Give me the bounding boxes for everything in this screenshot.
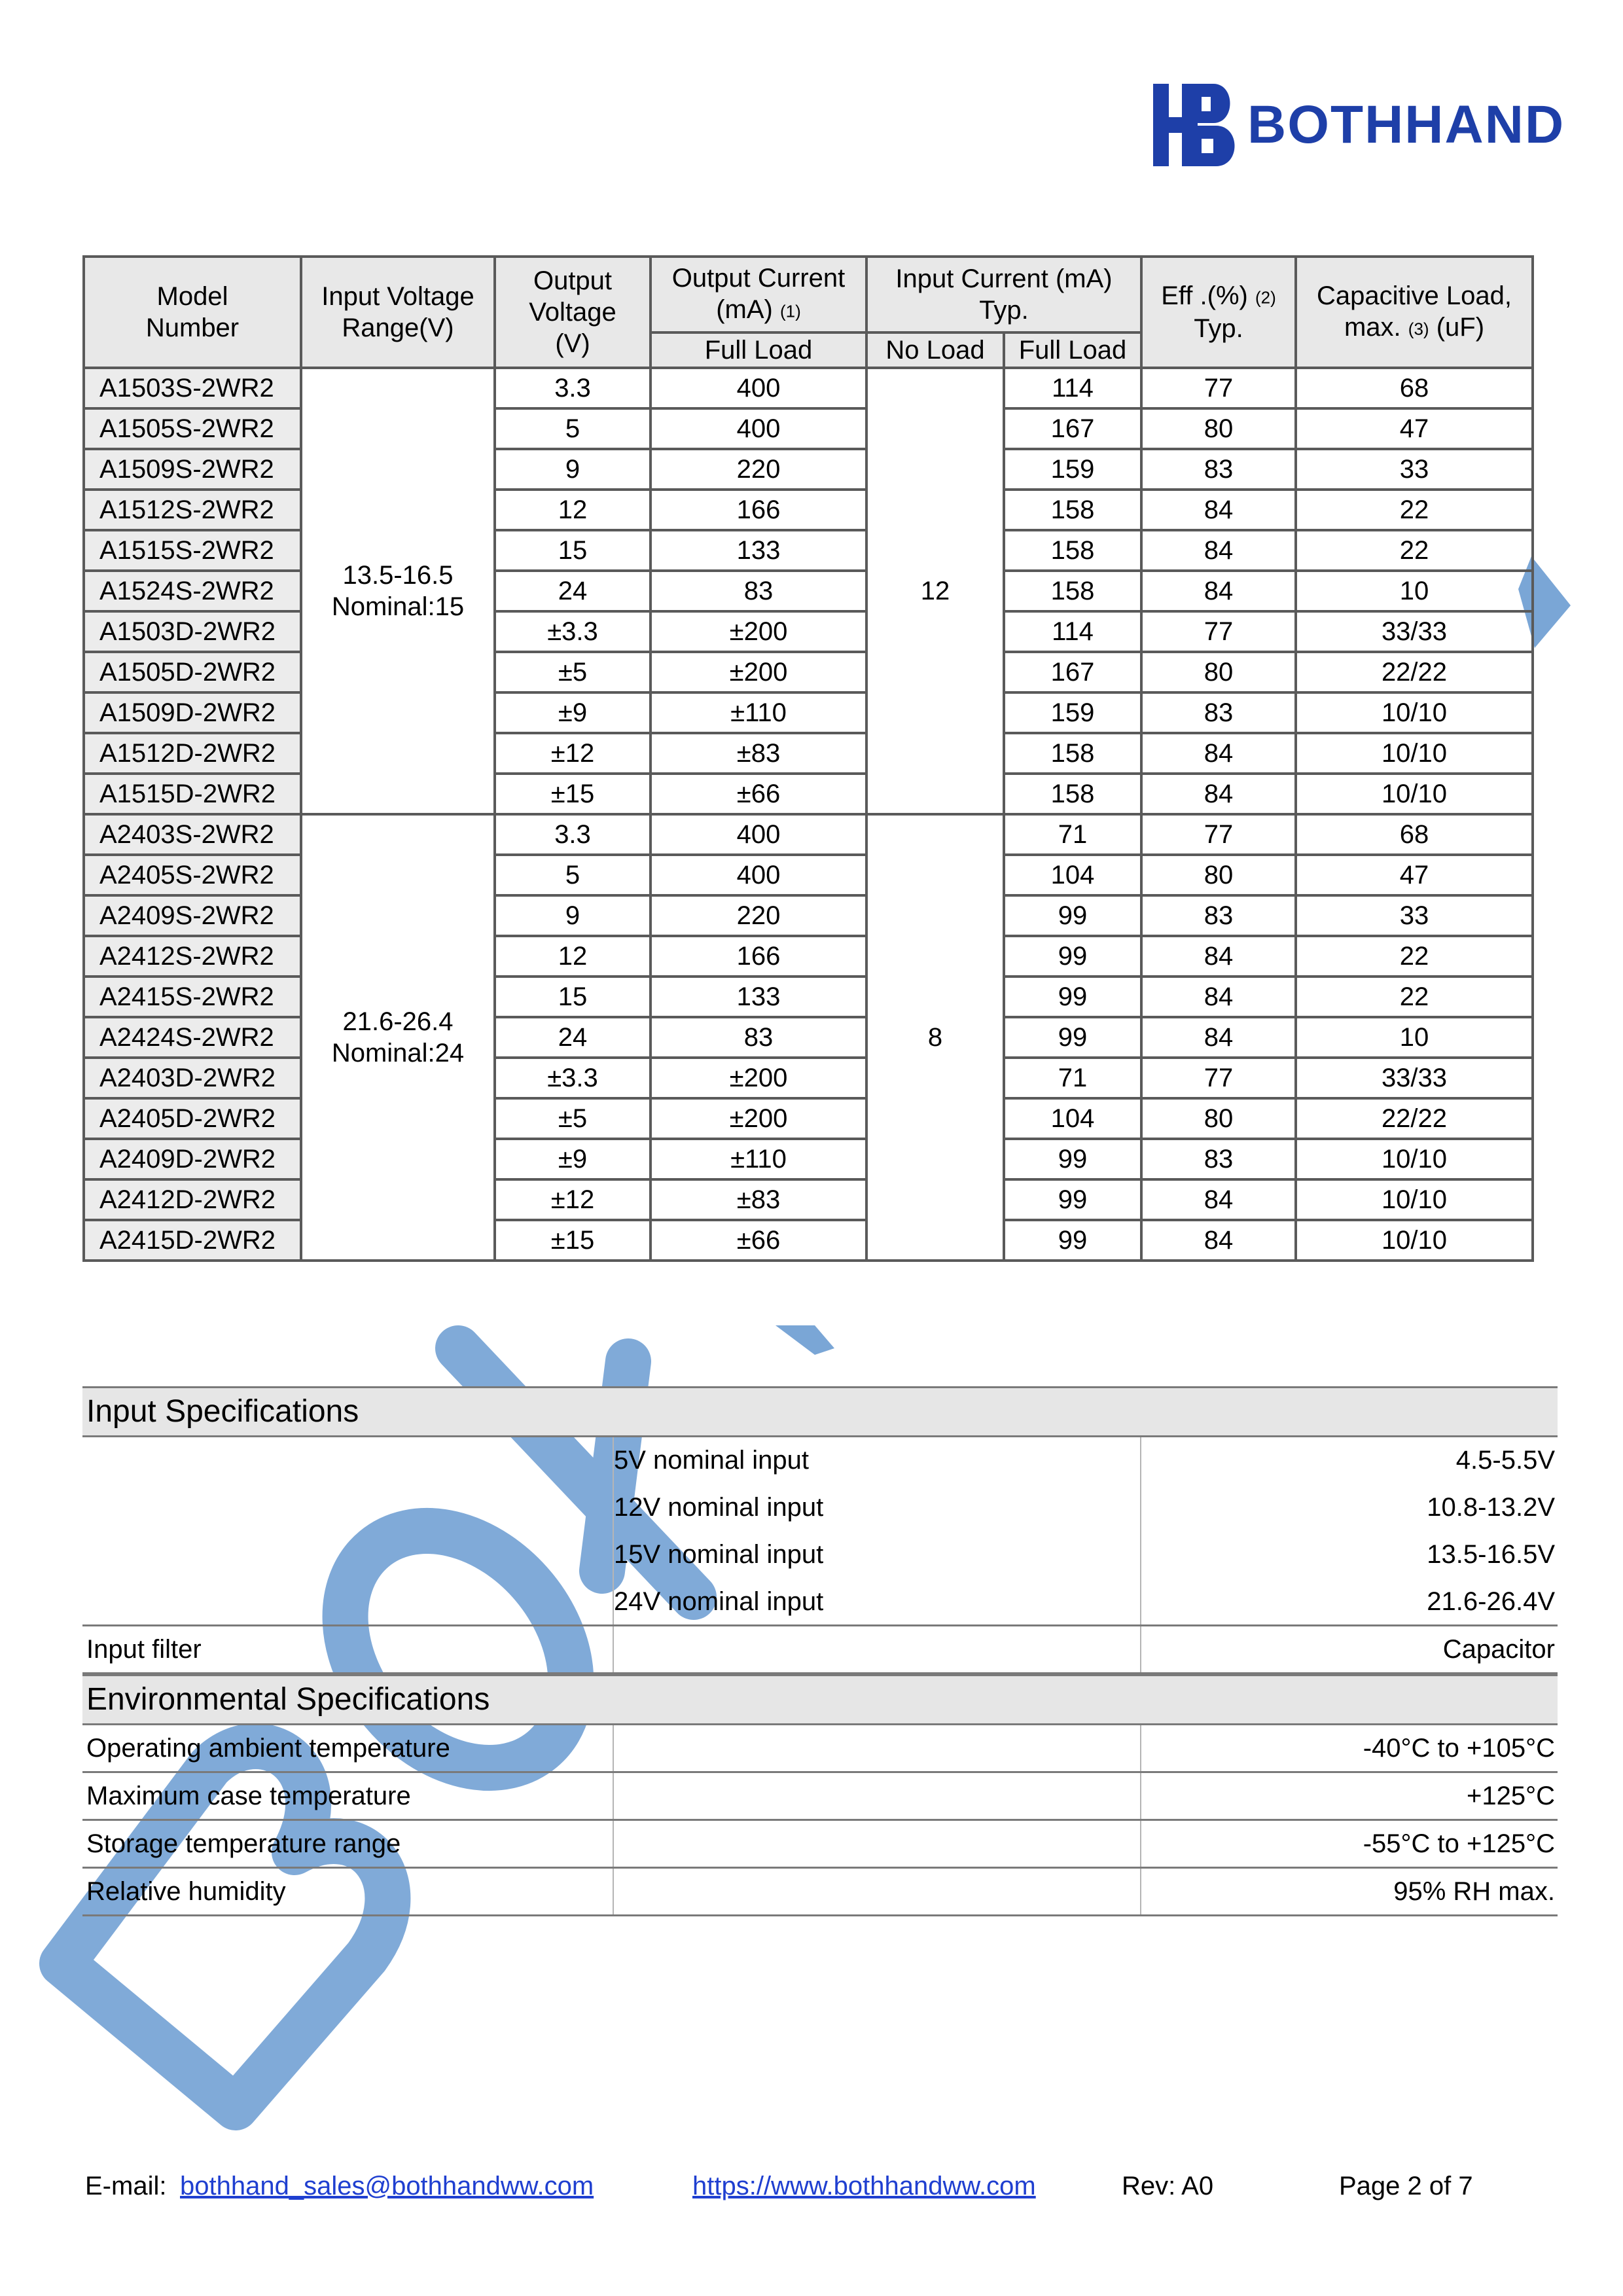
capacitive-load-cell: 22	[1296, 977, 1533, 1017]
input-current-full-load-cell: 159	[1004, 692, 1141, 733]
header-input-full-load: Full Load	[1004, 332, 1141, 368]
footer-email-link[interactable]: bothhand_sales@bothhandww.com	[180, 2172, 594, 2200]
capacitive-load-cell: 47	[1296, 855, 1533, 895]
output-voltage-cell: 24	[495, 1017, 651, 1058]
model-number-cell: A2405S-2WR2	[84, 855, 301, 895]
capacitive-load-cell: 33/33	[1296, 1058, 1533, 1098]
model-number-cell: A2415D-2WR2	[84, 1220, 301, 1261]
input-current-full-load-cell: 104	[1004, 855, 1141, 895]
input-voltage-nominal: Nominal:24	[331, 1039, 465, 1067]
bothhand-logo	[1149, 80, 1565, 170]
header-input-voltage: Input Voltage Range(V)	[301, 257, 495, 368]
output-voltage-cell: 24	[495, 571, 651, 611]
footer-email-label: E-mail:	[85, 2172, 167, 2200]
table-row	[84, 814, 1533, 855]
input-filter-value: Capacitor	[1442, 1635, 1555, 1664]
output-current-cell: 166	[651, 936, 866, 977]
output-current-cell: ±200	[651, 611, 866, 652]
efficiency-cell: 80	[1141, 408, 1296, 449]
input-voltage-label: 24V nominal input	[614, 1587, 824, 1616]
env-spec-label: Relative humidity	[86, 1877, 286, 1906]
model-number-cell: A2403S-2WR2	[84, 814, 301, 855]
input-voltage-nominal: Nominal:15	[331, 592, 465, 621]
input-voltage-value: 4.5-5.5V	[1455, 1446, 1555, 1475]
model-number-cell: A1512D-2WR2	[84, 733, 301, 774]
output-current-cell: ±200	[651, 652, 866, 692]
input-voltage-range: 21.6-26.4	[342, 1007, 454, 1036]
input-current-full-load-cell: 158	[1004, 571, 1141, 611]
model-number-cell: A1512S-2WR2	[84, 490, 301, 530]
env-spec-rows	[82, 1725, 1558, 1916]
capacitive-load-cell: 33	[1296, 895, 1533, 936]
efficiency-cell: 84	[1141, 1179, 1296, 1220]
input-current-full-load-cell: 114	[1004, 611, 1141, 652]
product-table-body	[84, 368, 1533, 1261]
efficiency-cell: 84	[1141, 1220, 1296, 1261]
output-current-cell: ±66	[651, 1220, 866, 1261]
efficiency-cell: 80	[1141, 652, 1296, 692]
capacitive-load-cell: 10/10	[1296, 692, 1533, 733]
efficiency-cell: 83	[1141, 449, 1296, 490]
input-current-full-load-cell: 99	[1004, 1139, 1141, 1179]
input-current-full-load-cell: 158	[1004, 530, 1141, 571]
capacitive-load-cell: 22/22	[1296, 1098, 1533, 1139]
efficiency-cell: 84	[1141, 530, 1296, 571]
header-model-number: Model Number	[84, 257, 301, 368]
capacitive-load-cell: 10/10	[1296, 774, 1533, 814]
output-voltage-cell: 3.3	[495, 814, 651, 855]
header-output-full-load: Full Load	[651, 332, 866, 368]
output-current-cell: 133	[651, 977, 866, 1017]
efficiency-cell: 84	[1141, 733, 1296, 774]
env-spec-row	[82, 1821, 1558, 1869]
efficiency-cell: 84	[1141, 774, 1296, 814]
capacitive-load-cell: 22	[1296, 936, 1533, 977]
model-number-cell: A1505S-2WR2	[84, 408, 301, 449]
header-input-current: Input Current (mA) Typ.	[866, 257, 1141, 332]
env-specs-title: Environmental Specifications	[82, 1674, 1558, 1725]
output-voltage-cell: ±5	[495, 1098, 651, 1139]
capacitive-load-cell: 47	[1296, 408, 1533, 449]
efficiency-cell: 77	[1141, 814, 1296, 855]
model-number-cell: A2409S-2WR2	[84, 895, 301, 936]
env-spec-row	[82, 1869, 1558, 1916]
model-number-cell: A2412D-2WR2	[84, 1179, 301, 1220]
output-voltage-cell: 12	[495, 936, 651, 977]
output-voltage-cell: ±3.3	[495, 1058, 651, 1098]
output-voltage-cell: ±9	[495, 1139, 651, 1179]
capacitive-load-cell: 22	[1296, 490, 1533, 530]
output-voltage-cell: ±5	[495, 652, 651, 692]
input-voltage-value: 13.5-16.5V	[1427, 1540, 1555, 1569]
capacitive-load-cell: 10	[1296, 1017, 1533, 1058]
output-voltage-cell: 15	[495, 530, 651, 571]
input-filter-row	[82, 1626, 1558, 1674]
input-voltage-range: 13.5-16.5	[342, 561, 454, 590]
product-table	[82, 255, 1534, 1262]
capacitive-load-cell: 33/33	[1296, 611, 1533, 652]
input-current-full-load-cell: 158	[1004, 490, 1141, 530]
output-current-cell: 400	[651, 368, 866, 408]
env-spec-label: Maximum case temperature	[86, 1782, 411, 1810]
model-number-cell: A1515S-2WR2	[84, 530, 301, 571]
efficiency-cell: 84	[1141, 490, 1296, 530]
input-current-full-load-cell: 99	[1004, 1220, 1141, 1261]
output-voltage-cell: 9	[495, 895, 651, 936]
env-spec-row	[82, 1725, 1558, 1773]
model-number-cell: A2403D-2WR2	[84, 1058, 301, 1098]
input-current-full-load-cell: 99	[1004, 1017, 1141, 1058]
footer-page-number: Page 2 of 7	[1339, 2172, 1473, 2200]
brand-name: BOTHHAND	[1247, 95, 1565, 154]
capacitive-load-cell: 33	[1296, 449, 1533, 490]
header-capacitive-load: Capacitive Load, max. (3) (uF)	[1296, 257, 1533, 368]
output-voltage-cell: 5	[495, 855, 651, 895]
footer-revision: Rev: A0	[1122, 2172, 1214, 2200]
model-number-cell: A1509S-2WR2	[84, 449, 301, 490]
bothhand-logo-icon	[1149, 80, 1240, 170]
model-number-cell: A1503S-2WR2	[84, 368, 301, 408]
input-current-no-load-cell: 8	[866, 814, 1004, 1261]
efficiency-cell: 80	[1141, 855, 1296, 895]
efficiency-cell: 77	[1141, 1058, 1296, 1098]
capacitive-load-cell: 68	[1296, 814, 1533, 855]
output-current-cell: 400	[651, 408, 866, 449]
model-number-cell: A1509D-2WR2	[84, 692, 301, 733]
efficiency-cell: 83	[1141, 1139, 1296, 1179]
output-voltage-cell: ±12	[495, 1179, 651, 1220]
output-voltage-cell: ±15	[495, 1220, 651, 1261]
input-filter-label: Input filter	[86, 1635, 202, 1664]
output-current-cell: ±66	[651, 774, 866, 814]
model-number-cell: A1503D-2WR2	[84, 611, 301, 652]
output-current-cell: 400	[651, 814, 866, 855]
capacitive-load-cell: 10/10	[1296, 1179, 1533, 1220]
env-spec-label: Operating ambient temperature	[86, 1734, 450, 1763]
env-spec-value: 95% RH max.	[1393, 1877, 1555, 1906]
output-current-cell: 166	[651, 490, 866, 530]
model-number-cell: A2412S-2WR2	[84, 936, 301, 977]
capacitive-load-cell: 10/10	[1296, 733, 1533, 774]
input-voltage-value: 10.8-13.2V	[1427, 1493, 1555, 1522]
input-voltage-range-cell	[301, 814, 495, 1261]
input-current-full-load-cell: 114	[1004, 368, 1141, 408]
output-current-cell: ±83	[651, 1179, 866, 1220]
output-current-cell: ±110	[651, 692, 866, 733]
capacitive-load-cell: 10/10	[1296, 1139, 1533, 1179]
input-voltage-row	[82, 1484, 1558, 1532]
model-number-cell: A1515D-2WR2	[84, 774, 301, 814]
capacitive-load-cell: 10/10	[1296, 1220, 1533, 1261]
output-current-cell: ±83	[651, 733, 866, 774]
env-spec-label: Storage temperature range	[86, 1829, 401, 1858]
input-voltage-label: 12V nominal input	[614, 1493, 824, 1522]
input-specs-title: Input Specifications	[82, 1386, 1558, 1437]
efficiency-cell: 83	[1141, 895, 1296, 936]
input-voltage-row	[82, 1532, 1558, 1579]
input-voltage-value: 21.6-26.4V	[1427, 1587, 1555, 1616]
input-current-full-load-cell: 99	[1004, 936, 1141, 977]
input-current-full-load-cell: 71	[1004, 1058, 1141, 1098]
header-input-no-load: No Load	[866, 332, 1004, 368]
env-spec-value: -40°C to +105°C	[1363, 1734, 1555, 1763]
env-spec-row	[82, 1773, 1558, 1821]
output-current-cell: 83	[651, 1017, 866, 1058]
output-current-cell: 400	[651, 855, 866, 895]
input-current-full-load-cell: 158	[1004, 733, 1141, 774]
input-current-full-load-cell: 167	[1004, 408, 1141, 449]
efficiency-cell: 80	[1141, 1098, 1296, 1139]
input-voltage-label: 15V nominal input	[614, 1540, 824, 1569]
model-number-cell: A2415S-2WR2	[84, 977, 301, 1017]
model-number-cell: A1505D-2WR2	[84, 652, 301, 692]
model-number-cell: A1524S-2WR2	[84, 571, 301, 611]
table-row	[84, 368, 1533, 408]
efficiency-cell: 84	[1141, 1017, 1296, 1058]
env-spec-value: -55°C to +125°C	[1363, 1829, 1555, 1858]
capacitive-load-cell: 10	[1296, 571, 1533, 611]
output-current-cell: 133	[651, 530, 866, 571]
input-current-full-load-cell: 99	[1004, 895, 1141, 936]
efficiency-cell: 83	[1141, 692, 1296, 733]
input-current-full-load-cell: 159	[1004, 449, 1141, 490]
input-current-full-load-cell: 104	[1004, 1098, 1141, 1139]
efficiency-cell: 84	[1141, 977, 1296, 1017]
input-current-full-load-cell: 167	[1004, 652, 1141, 692]
efficiency-cell: 84	[1141, 571, 1296, 611]
input-current-full-load-cell: 99	[1004, 977, 1141, 1017]
input-current-no-load-cell: 12	[866, 368, 1004, 814]
footer-website-link[interactable]: https://www.bothhandww.com	[692, 2172, 1036, 2200]
output-voltage-cell: ±12	[495, 733, 651, 774]
output-current-cell: 83	[651, 571, 866, 611]
model-number-cell: A2409D-2WR2	[84, 1139, 301, 1179]
input-current-full-load-cell: 99	[1004, 1179, 1141, 1220]
output-voltage-cell: 15	[495, 977, 651, 1017]
input-voltage-row	[82, 1579, 1558, 1626]
output-current-cell: ±110	[651, 1139, 866, 1179]
input-voltage-rows	[82, 1437, 1558, 1626]
output-current-cell: 220	[651, 895, 866, 936]
header-output-current: Output Current (mA) (1)	[651, 257, 866, 332]
output-voltage-cell: 3.3	[495, 368, 651, 408]
spec-area	[82, 1386, 1558, 1916]
capacitive-load-cell: 68	[1296, 368, 1533, 408]
input-current-full-load-cell: 158	[1004, 774, 1141, 814]
output-voltage-cell: ±3.3	[495, 611, 651, 652]
input-current-full-load-cell: 71	[1004, 814, 1141, 855]
capacitive-load-cell: 22/22	[1296, 652, 1533, 692]
output-voltage-cell: ±15	[495, 774, 651, 814]
output-current-cell: 220	[651, 449, 866, 490]
model-number-cell: A2405D-2WR2	[84, 1098, 301, 1139]
output-voltage-cell: 12	[495, 490, 651, 530]
input-voltage-range-cell	[301, 368, 495, 814]
header-efficiency: Eff .(%) (2) Typ.	[1141, 257, 1296, 368]
output-voltage-cell: ±9	[495, 692, 651, 733]
efficiency-cell: 77	[1141, 368, 1296, 408]
input-voltage-row	[82, 1437, 1558, 1484]
output-current-cell: ±200	[651, 1098, 866, 1139]
header-output-voltage: Output Voltage (V)	[495, 257, 651, 368]
output-voltage-cell: 5	[495, 408, 651, 449]
env-spec-value: +125°C	[1467, 1782, 1555, 1810]
efficiency-cell: 77	[1141, 611, 1296, 652]
input-voltage-label: 5V nominal input	[614, 1446, 809, 1475]
output-current-cell: ±200	[651, 1058, 866, 1098]
model-number-cell: A2424S-2WR2	[84, 1017, 301, 1058]
efficiency-cell: 84	[1141, 936, 1296, 977]
output-voltage-cell: 9	[495, 449, 651, 490]
capacitive-load-cell: 22	[1296, 530, 1533, 571]
